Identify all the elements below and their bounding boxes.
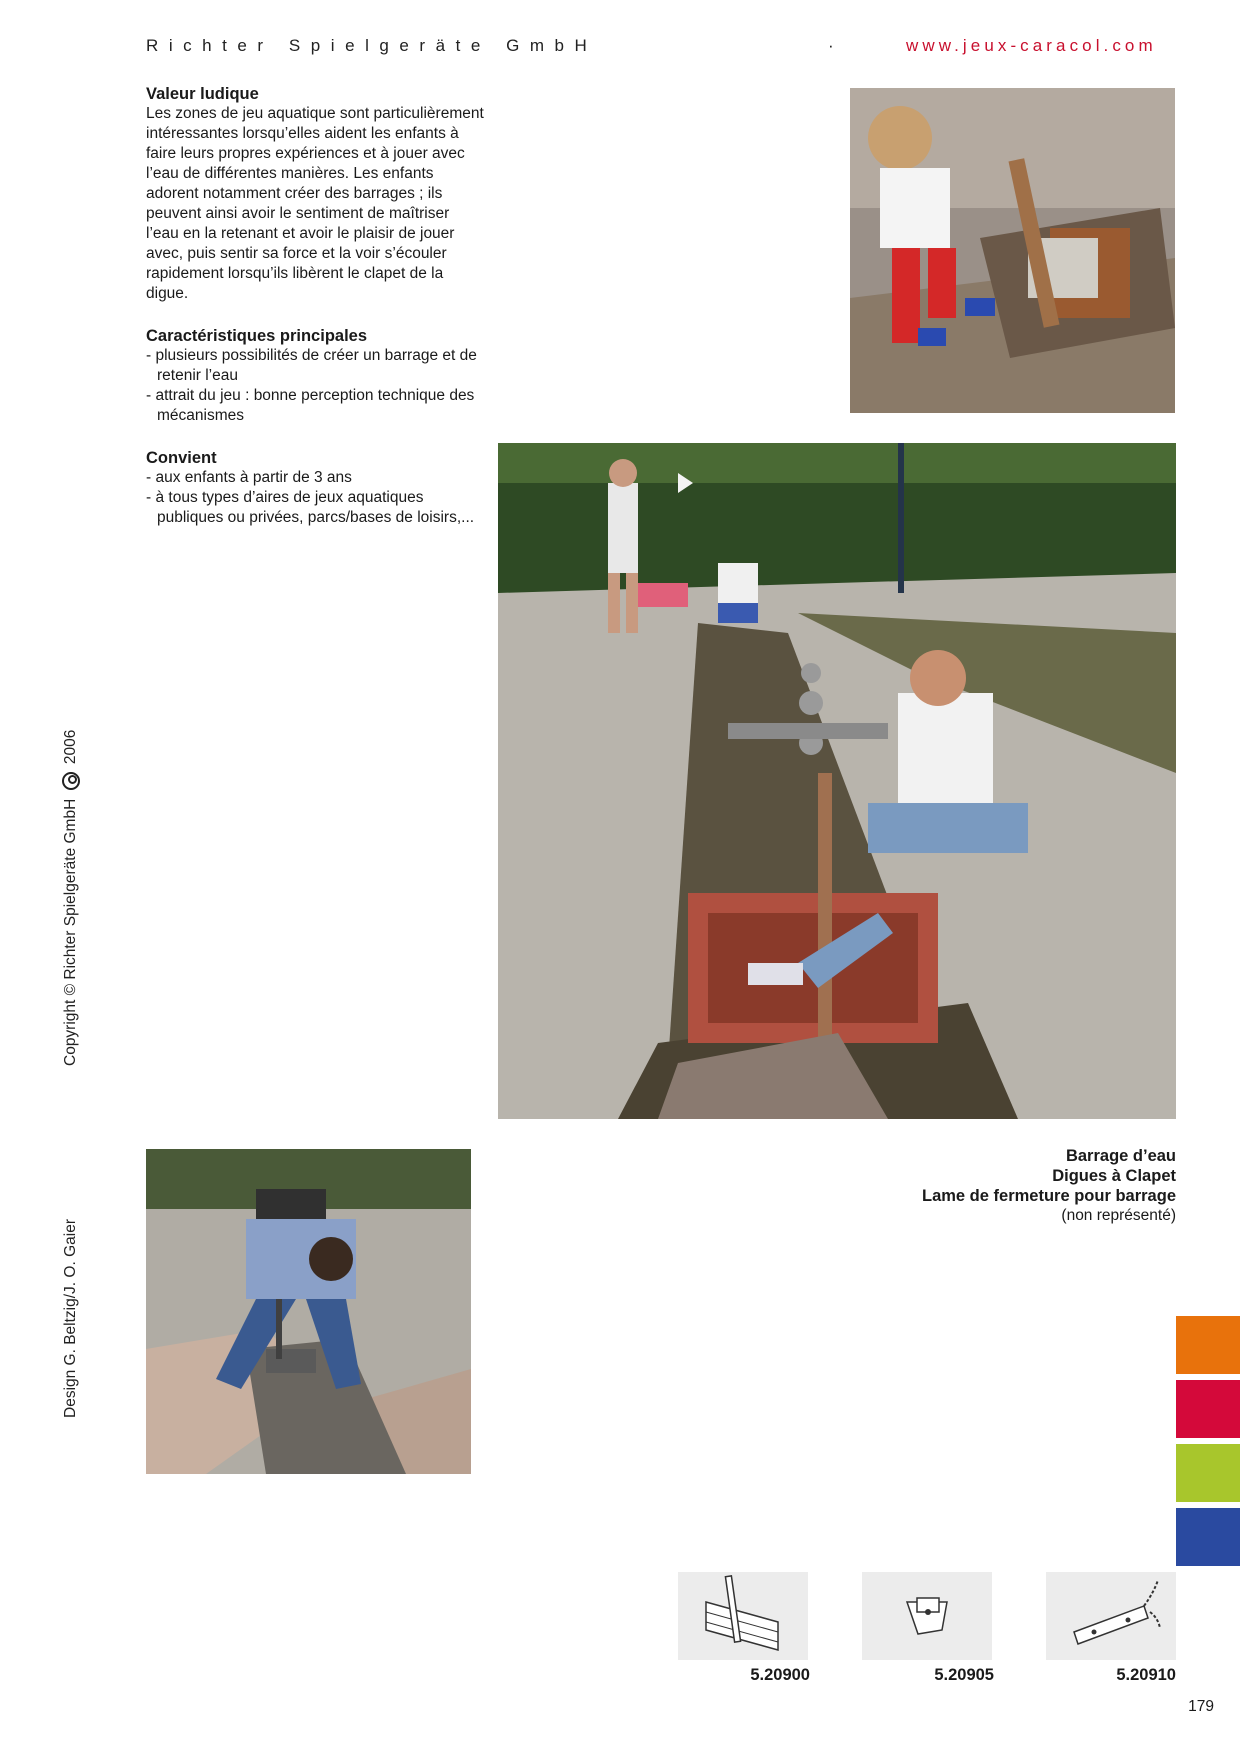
product-thumb-5-20905 [862, 1572, 992, 1660]
caption-note: (non représenté) [1061, 1207, 1176, 1224]
valeur-text: Les zones de jeu aquatique sont particulièrement intéressantes lorsqu’elles aident les enfants à faire leurs propres expériences et à jouer avec l’eau de différentes manières. Les enfants adorent notamment créer des barrages ; ils peuvent ainsi avoir le sentiment de maîtriser l’eau en la retenant et avoir le plaisir de jouer avec, puis sentir sa force et la voir s’écouler rapidement lorsqu’ils libèrent le clapet de la digue. [146, 105, 484, 302]
product-code: 5.20900 [750, 1666, 810, 1684]
header-company: Richter Spielgeräte GmbH [146, 36, 598, 55]
list-item: - plusieurs possibilités de créer un barrage et de retenir l’eau [146, 347, 477, 384]
color-tab-red [1176, 1380, 1240, 1438]
product-thumb-5-20900 [678, 1572, 808, 1660]
convient-list [146, 468, 486, 528]
photo-water-channel-dam [498, 443, 1176, 1119]
convient-heading: Convient [146, 449, 217, 467]
copyright-year: 2006 [62, 729, 79, 765]
color-tab-green [1176, 1444, 1240, 1502]
page-number: 179 [1188, 1698, 1214, 1715]
list-item: - à tous types d’aires de jeux aquatiques publiques ou privées, parcs/bases de loisirs,... [146, 489, 475, 526]
header-separator: · [828, 36, 834, 55]
color-tab-blue [1176, 1508, 1240, 1566]
caption-line-2: Digues à Clapet [1052, 1167, 1176, 1185]
photo-man-dam-plate [146, 1149, 471, 1474]
product-code: 5.20910 [1116, 1666, 1176, 1684]
caption-line-1: Barrage d’eau [1065, 1147, 1176, 1165]
copyright-text: Copyright © Richter Spielgeräte GmbH [62, 798, 79, 1066]
color-tab-orange [1176, 1316, 1240, 1374]
product-caption [922, 1146, 1176, 1226]
caption-line-3: Lame de fermeture pour barrage [922, 1187, 1176, 1205]
list-item: - aux enfants à partir de 3 ans [146, 469, 352, 486]
photo-child-dam-gate [850, 88, 1175, 413]
product-code: 5.20905 [934, 1666, 994, 1684]
text-column [146, 84, 486, 550]
header-url[interactable]: www.jeux-caracol.com [906, 36, 1157, 55]
design-credit: Design G. Beltzig/J. O. Gaier [62, 1219, 79, 1418]
list-item: - attrait du jeu : bonne perception technique des mécanismes [146, 387, 475, 424]
snail-logo-icon [62, 772, 80, 790]
caracteristiques-heading: Caractéristiques principales [146, 327, 368, 345]
product-thumb-5-20910 [1046, 1572, 1176, 1660]
valeur-heading: Valeur ludique [146, 85, 259, 103]
copyright-notice [62, 730, 80, 1066]
caracteristiques-list [146, 346, 486, 426]
